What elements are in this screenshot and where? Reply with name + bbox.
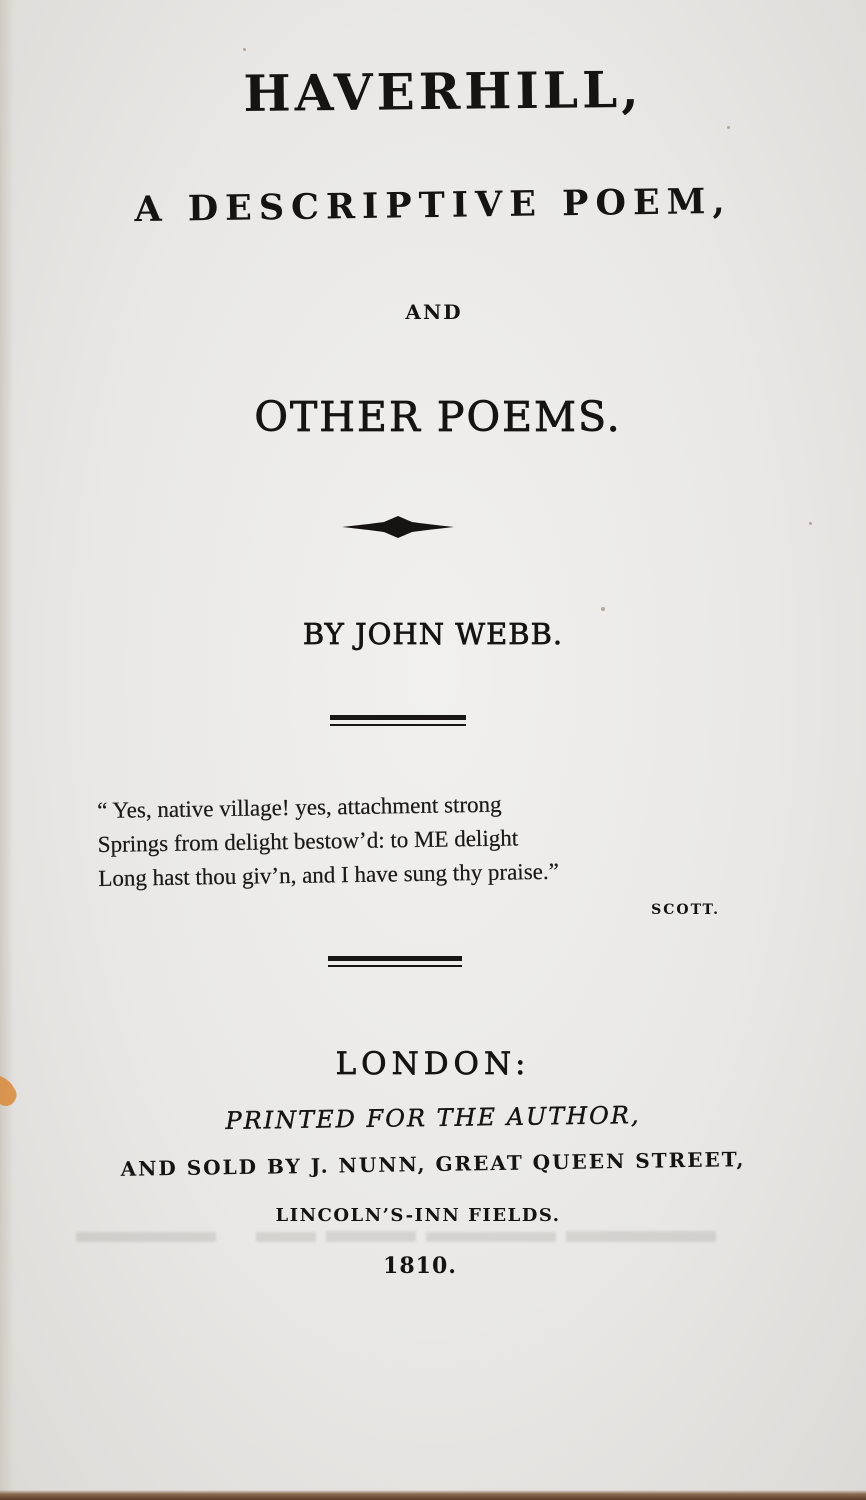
paper-speck [809, 522, 812, 525]
diamond-ornament [340, 514, 456, 540]
show-through-text [56, 1222, 736, 1252]
epigraph-line: Springs from delight bestow’d: to ME delight [97, 825, 519, 857]
imprint-sold-by: AND SOLD BY J. NUNN, GREAT QUEEN STREET, [120, 1147, 746, 1181]
imprint-printed-for: PRINTED FOR THE AUTHOR, [225, 1101, 641, 1135]
book-title: HAVERHILL, [243, 59, 643, 123]
double-rule-divider [328, 956, 462, 970]
epigraph-line: Long hast thou giv’n, and I have sung thy praise.” [98, 858, 560, 891]
imprint-year: 1810. [383, 1253, 457, 1279]
paper-stain [0, 1074, 22, 1108]
epigraph-line: “ Yes, native village! yes, attachment strong [97, 791, 502, 823]
epigraph-attribution: SCOTT. [651, 902, 720, 918]
paper-speck [243, 48, 246, 51]
book-subtitle: A DESCRIPTIVE POEM, [134, 180, 732, 231]
author-line: BY JOHN WEBB. [302, 617, 564, 651]
paper-speck [601, 607, 605, 611]
other-poems-title: OTHER POEMS. [254, 393, 622, 441]
paper-speck [727, 126, 730, 129]
title-conjunction: AND [405, 300, 463, 324]
double-rule-divider [330, 715, 466, 729]
epigraph [97, 787, 559, 896]
imprint-city: LONDON: [335, 1046, 531, 1082]
imprint-location: LINCOLN’S-INN FIELDS. [275, 1205, 561, 1226]
